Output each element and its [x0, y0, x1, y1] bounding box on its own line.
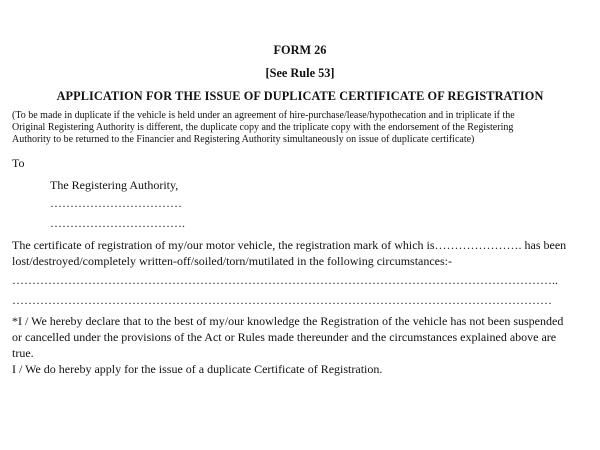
rule-reference: [See Rule 53] [265, 66, 335, 80]
application-title: APPLICATION FOR THE ISSUE OF DUPLICATE CERTIFICATE OF REGISTRATION [56, 89, 544, 103]
instruction-note-line: Authority to be returned to the Financier and Registering Authority simultaneously on issue of duplicate certificate) [12, 134, 475, 145]
instruction-note-line: Original Registering Authority is different, the duplicate copy and the triplicate copy with the endorsement of the Registering [12, 122, 514, 133]
authority-address-blank: …………………………… [50, 196, 182, 210]
form-number: FORM 26 [273, 43, 327, 57]
circumstances-blank: ……………………………………………………………………………………………………………………… [12, 293, 552, 307]
declaration-line: or cancelled under the provisions of the Act or Rules made thereunder and the circumstances explained above are [12, 330, 557, 344]
circumstances-blank: ……………………………………………………………………………………………………………………….. [12, 273, 558, 287]
registering-authority: The Registering Authority, [50, 178, 179, 192]
authority-address-blank: ……………………………. [50, 216, 185, 230]
declaration-line: true. [12, 346, 34, 360]
certificate-statement-line: lost/destroyed/completely written-off/soiled/torn/mutilated in the following circumstances:- [12, 254, 453, 268]
declaration-line: *I / We hereby declare that to the best of my/our knowledge the Registration of the vehicle has not been suspended [12, 314, 564, 328]
application-statement: I / We do hereby apply for the issue of a duplicate Certificate of Registration. [12, 362, 383, 376]
to-label: To [12, 156, 25, 170]
instruction-note-line: (To be made in duplicate if the vehicle is held under an agreement of hire-purchase/lease/hypothecation and in triplicate if the [12, 110, 515, 121]
certificate-statement-line: The certificate of registration of my/our motor vehicle, the registration mark of which is…………………. has been [12, 238, 567, 252]
